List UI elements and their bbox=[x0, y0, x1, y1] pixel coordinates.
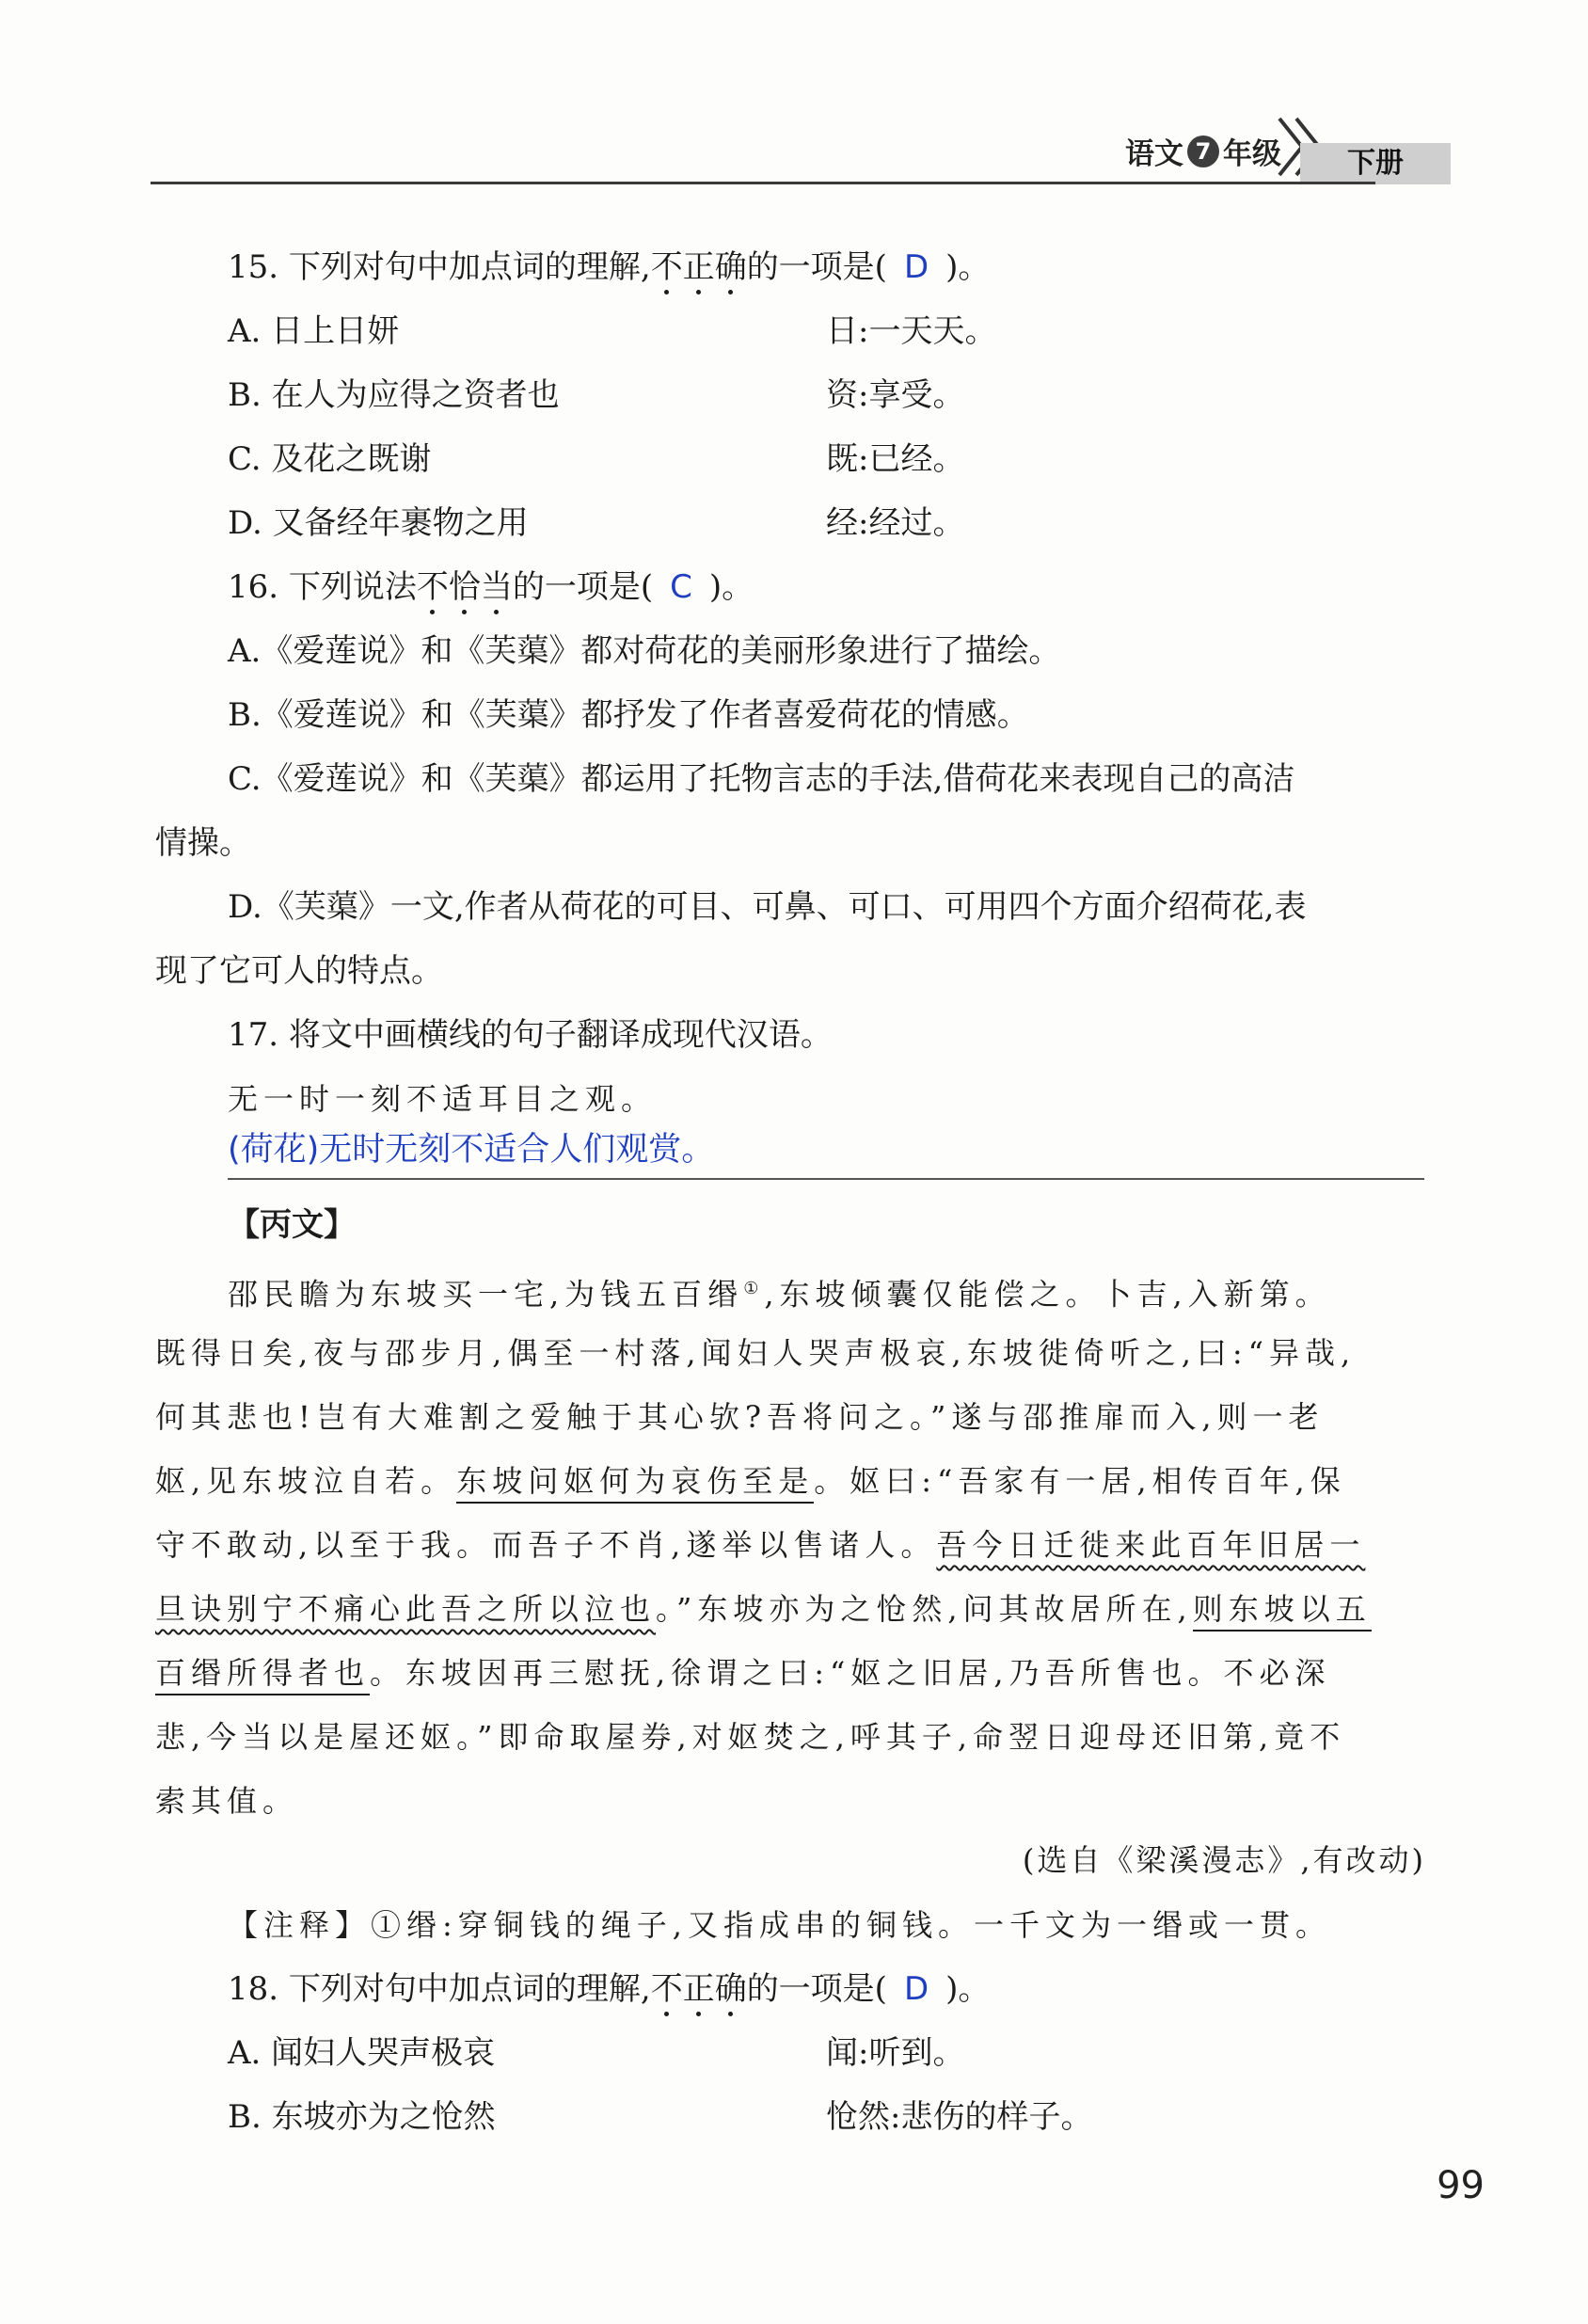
option-16-b: B.《爱莲说》和《芙蕖》都抒发了作者喜爱荷花的情感。 bbox=[228, 696, 1029, 734]
option-18-a: A. 闻妇人哭声极哀 bbox=[228, 2034, 496, 2072]
passage-line-4: 妪,见东坡泣自若。东坡问妪何为哀伤至是。妪曰:“吾家有一居,相传百年,保 bbox=[155, 1460, 1346, 1502]
footnote-marker: ① bbox=[743, 1279, 765, 1298]
question-15-stem: 15. 下列对句中加点词的理解,不正确的一项是( D )。 bbox=[228, 248, 991, 286]
wavy-underlined-sentence-cont: 旦诀别宁不痛心此吾之所以泣也 bbox=[155, 1591, 657, 1627]
option-15-d: D. 又备经年裹物之用 bbox=[228, 504, 529, 542]
page-header bbox=[151, 111, 1451, 184]
option-18-b-gloss: 怆然:悲伤的样子。 bbox=[826, 2098, 1093, 2136]
option-15-c: C. 及花之既谢 bbox=[228, 440, 432, 478]
option-15-b-gloss: 资:享受。 bbox=[826, 376, 965, 414]
answer-15: D bbox=[903, 248, 929, 286]
question-18-stem: 18. 下列对句中加点词的理解,不正确的一项是( D )。 bbox=[228, 1970, 991, 2008]
option-16-c-line1: C.《爱莲说》和《芙蕖》都运用了托物言志的手法,借荷花来表现自己的高洁 bbox=[228, 760, 1295, 798]
passage-heading: 【丙文】 bbox=[228, 1206, 356, 1244]
question-17-stem: 17. 将文中画横线的句子翻译成现代汉语。 bbox=[228, 1016, 833, 1054]
dotted-emphasis: 不恰当 bbox=[416, 568, 513, 606]
option-18-b: B. 东坡亦为之怆然 bbox=[228, 2098, 496, 2136]
wavy-underlined-sentence: 吾今日迁徙来此百年旧居一 bbox=[936, 1527, 1366, 1563]
answer-17: (荷花)无时无刻不适合人们观赏。 bbox=[228, 1131, 715, 1169]
answer-16: C bbox=[670, 568, 692, 606]
answer-17-rule bbox=[228, 1178, 1424, 1180]
option-18-a-gloss: 闻:听到。 bbox=[826, 2034, 965, 2072]
header-rule bbox=[151, 182, 1375, 184]
subject-label: 语文 bbox=[1125, 137, 1183, 171]
passage-line-3: 何其悲也!岂有大难割之爱触于其心欤?吾将问之。”遂与邵推扉而入,则一老 bbox=[155, 1399, 1325, 1435]
underlined-sentence-2: 则东坡以五 bbox=[1193, 1591, 1372, 1632]
passage-source: (选自《梁溪漫志》,有改动) bbox=[1022, 1842, 1426, 1878]
grade-label: 年级 bbox=[1223, 137, 1281, 171]
page-number: 99 bbox=[1437, 2164, 1485, 2207]
option-15-d-gloss: 经:经过。 bbox=[826, 504, 965, 542]
underlined-sentence-2-cont: 百缗所得者也 bbox=[155, 1655, 370, 1695]
option-15-a: A. 日上日妍 bbox=[228, 312, 400, 350]
question-16-stem: 16. 下列说法不恰当的一项是( C )。 bbox=[228, 568, 754, 606]
dotted-emphasis: 不正确 bbox=[650, 1970, 747, 2008]
option-16-d-line2: 现了它可人的特点。 bbox=[155, 952, 443, 990]
option-15-c-gloss: 既:已经。 bbox=[826, 440, 965, 478]
volume-tag: 下册 bbox=[1300, 143, 1451, 184]
passage-line-8: 悲,今当以是屋还妪。”即命取屋券,对妪焚之,呼其子,命翌日迎母还旧第,竟不 bbox=[155, 1719, 1346, 1755]
passage-line-5: 守不敢动,以至于我。而吾子不肖,遂举以售诸人。吾今日迁徙来此百年旧居一 bbox=[155, 1527, 1366, 1563]
option-16-c-line2: 情操。 bbox=[155, 824, 251, 862]
header-title bbox=[1125, 130, 1281, 172]
passage-line-1: 邵民瞻为东坡买一宅,为钱五百缗①,东坡倾囊仅能偿之。卜吉,入新第。 bbox=[228, 1276, 1331, 1313]
underlined-sentence: 东坡问妪何为哀伤至是 bbox=[456, 1463, 814, 1504]
option-15-b: B. 在人为应得之资者也 bbox=[228, 376, 560, 414]
grade-badge: 7 bbox=[1187, 135, 1219, 167]
question-17-sentence: 无一时一刻不适耳目之观。 bbox=[228, 1081, 658, 1117]
answer-18: D bbox=[903, 1970, 929, 2008]
passage-line-6: 旦诀别宁不痛心此吾之所以泣也。”东坡亦为之怆然,问其故居所在,则东坡以五 bbox=[155, 1588, 1372, 1630]
dotted-emphasis: 不正确 bbox=[650, 248, 747, 286]
passage-note: 【注释】①缗:穿铜钱的绳子,又指成串的铜钱。一千文为一缗或一贯。 bbox=[228, 1907, 1331, 1943]
passage-line-7: 百缗所得者也。东坡因再三慰抚,徐谓之曰:“妪之旧居,乃吾所售也。不必深 bbox=[155, 1652, 1331, 1694]
option-16-a: A.《爱莲说》和《芙蕖》都对荷花的美丽形象进行了描绘。 bbox=[228, 632, 1061, 670]
passage-line-9: 索其值。 bbox=[155, 1783, 299, 1819]
option-16-d-line1: D.《芙蕖》一文,作者从荷花的可目、可鼻、可口、可用四个方面介绍荷花,表 bbox=[228, 888, 1307, 926]
passage-line-2: 既得日矣,夜与邵步月,偶至一村落,闻妇人哭声极哀,东坡徙倚听之,曰:“异哉, bbox=[155, 1335, 1357, 1371]
option-15-a-gloss: 日:一天天。 bbox=[826, 312, 997, 350]
